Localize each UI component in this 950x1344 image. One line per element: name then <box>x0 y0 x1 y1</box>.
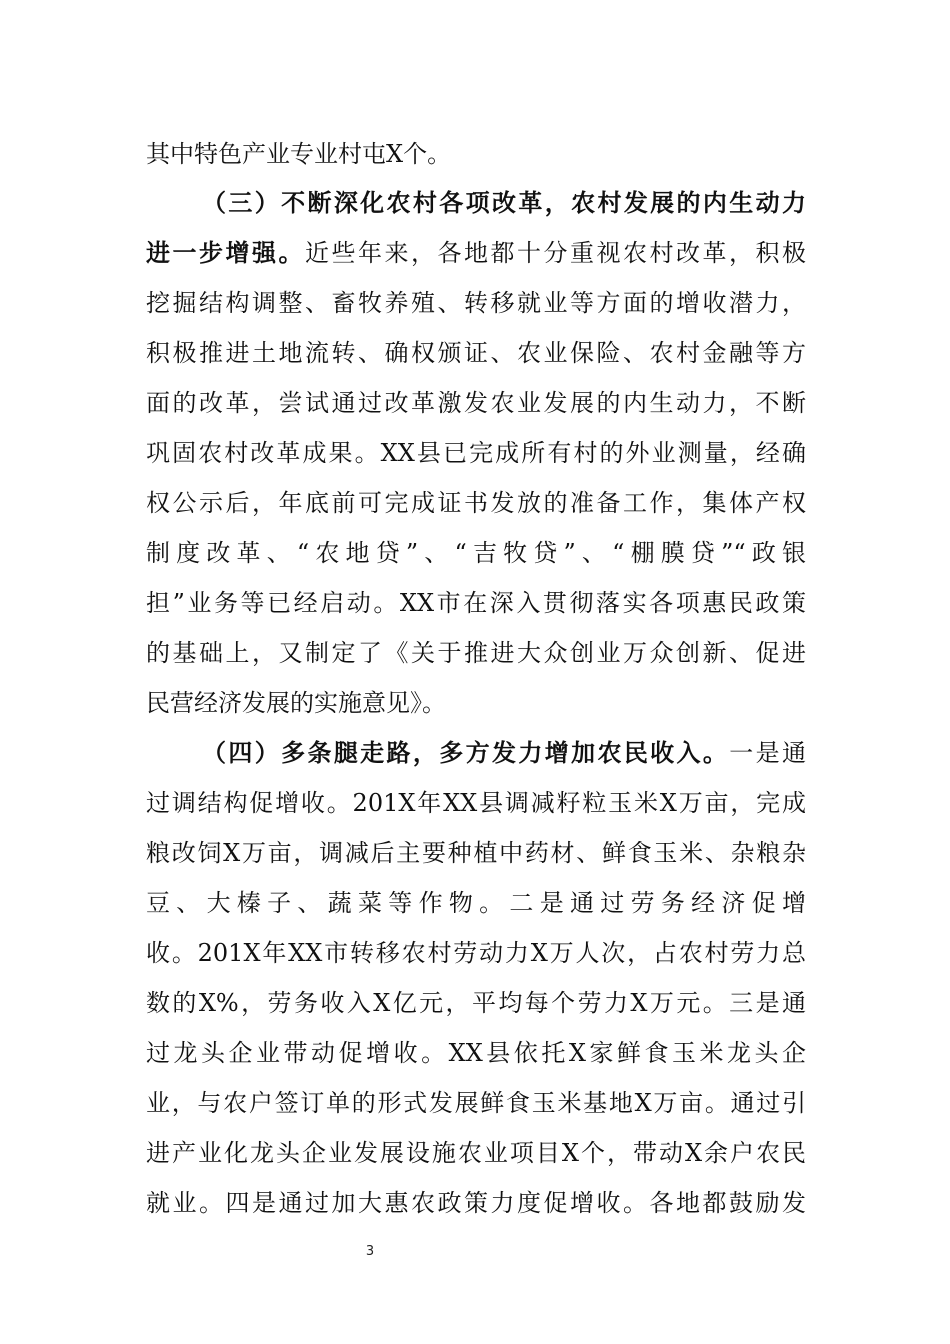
text-line: 的基础上，又制定了《关于推进大众创业万众创新、促进 <box>146 639 806 667</box>
text-line: 进一步增强。近些年来，各地都十分重视农村改革，积极 <box>146 238 806 267</box>
text-line: 其中特色产业专业村屯X个。 <box>146 140 452 168</box>
text-line: 权公示后，年底前可完成证书发放的准备工作，集体产权 <box>146 489 806 517</box>
text-line: 积极推进土地流转、确权颁证、农业保险、农村金融等方 <box>146 339 806 367</box>
text-line: 豆、大榛子、蔬菜等作物。二是通过劳务经济促增 <box>146 889 806 917</box>
text-line: 民营经济发展的实施意见》。 <box>146 689 446 717</box>
text-line: 巩固农村改革成果。XX县已完成所有村的外业测量，经确 <box>146 439 806 467</box>
text-line: 担”业务等已经启动。XX市在深入贯彻落实各项惠民政策 <box>146 589 806 617</box>
text-line: 制度改革、“农地贷”、“吉牧贷”、“棚膜贷”“政银 <box>146 539 806 567</box>
text-line: 过调结构促增收。201X年XX县调减籽粒玉米X万亩，完成 <box>146 789 806 817</box>
text-line: 就业。四是通过加大惠农政策力度促增收。各地都鼓励发 <box>146 1189 806 1217</box>
text-line: 数的X%，劳务收入X亿元，平均每个劳力X万元。三是通 <box>146 989 806 1017</box>
text-line: 挖掘结构调整、畜牧养殖、转移就业等方面的增收潜力， <box>146 289 806 317</box>
text-line: 过龙头企业带动促增收。XX县依托X家鲜食玉米龙头企 <box>146 1039 806 1067</box>
text-line: 进产业化龙头企业发展设施农业项目X个，带动X余户农民 <box>146 1139 806 1167</box>
text-line: 面的改革，尝试通过改革激发农业发展的内生动力，不断 <box>146 389 806 417</box>
section-heading-3: （三）不断深化农村各项改革，农村发展的内生动力 <box>202 188 806 217</box>
text-line: 收。201X年XX市转移农村劳动力X万人次，占农村劳力总 <box>146 939 806 967</box>
page-number: 3 <box>365 1244 375 1259</box>
text-line: 粮改饲X万亩，调减后主要种植中药材、鲜食玉米、杂粮杂 <box>146 839 806 867</box>
section-heading-4: （四）多条腿走路，多方发力增加农民收入。一是通 <box>202 738 806 767</box>
text-line: 业，与农户签订单的形式发展鲜食玉米基地X万亩。通过引 <box>146 1089 806 1117</box>
